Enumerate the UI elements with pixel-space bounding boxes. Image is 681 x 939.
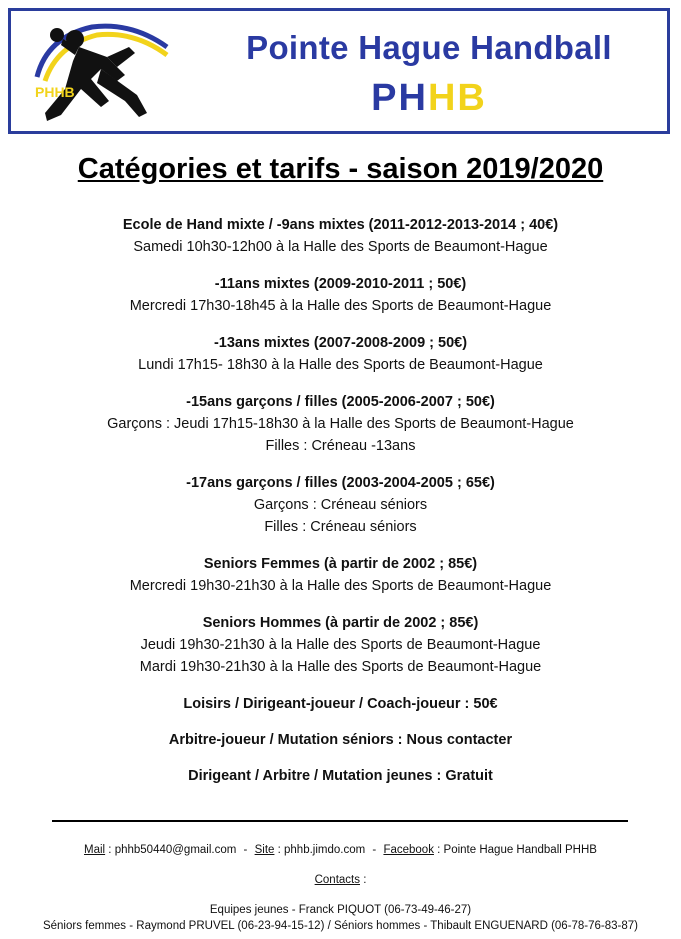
category-item [0, 553, 681, 597]
category-schedule: Filles : Créneau séniors [264, 519, 417, 535]
tariff-note: Loisirs / Dirigeant-joueur / Coach-joueur : 50€ [183, 696, 498, 712]
club-code-letter: P [371, 77, 399, 119]
category-title: Seniors Femmes (à partir de 2002 ; 85€) [203, 556, 478, 572]
tariff-note: Arbitre-joueur / Mutation séniors : Nous contacter [168, 732, 513, 748]
facebook-value[interactable]: : Pointe Hague Handball PHHB [433, 844, 597, 856]
category-title: Ecole de Hand mixte / -9ans mixtes (2011-2012-2013-2014 ; 40€) [122, 217, 559, 233]
category-item [0, 391, 681, 457]
footer-divider [52, 820, 628, 822]
category-schedule: Jeudi 19h30-21h30 à la Halle des Sports de Beaumont-Hague [140, 637, 541, 653]
category-item [0, 612, 681, 678]
logo-text: PHHB [35, 84, 75, 100]
footer-links-row [0, 842, 681, 858]
category-schedule: Lundi 17h15- 18h30 à la Halle des Sports de Beaumont-Hague [138, 357, 543, 373]
category-schedule: Mercredi 19h30-21h30 à la Halle des Sports de Beaumont-Hague [129, 578, 552, 594]
category-title: -13ans mixtes (2007-2008-2009 ; 50€) [213, 335, 468, 351]
category-title: -15ans garçons / filles (2005-2006-2007 ; 50€) [186, 394, 495, 410]
category-title: -17ans garçons / filles (2003-2004-2005 ; 65€) [186, 475, 495, 491]
tariff-note: Dirigeant / Arbitre / Mutation jeunes : Gratuit [188, 768, 493, 784]
category-item [0, 214, 681, 258]
category-item [0, 472, 681, 538]
contact-line: Séniors femmes - Raymond PRUVEL (06-23-94-15-12) / Séniors hommes - Thibault ENGUENARD (06-78-76-83-87) [42, 920, 639, 932]
site-label: Site [254, 844, 275, 856]
facebook-label: Facebook [383, 844, 434, 856]
category-schedule: Samedi 10h30-12h00 à la Halle des Sports de Beaumont-Hague [133, 239, 548, 255]
site-value[interactable]: : phhb.jimdo.com [274, 844, 366, 856]
category-schedule: Mercredi 17h30-18h45 à la Halle des Sports de Beaumont-Hague [129, 298, 552, 314]
page-title: Catégories et tarifs - saison 2019/2020 [77, 153, 604, 185]
footer-separator: - [372, 844, 377, 856]
contacts-heading [0, 872, 681, 888]
club-code [189, 77, 669, 120]
club-code-letter: H [398, 77, 428, 119]
footer [0, 842, 681, 934]
category-schedule: Filles : Créneau -13ans [265, 438, 416, 454]
mail-label: Mail [84, 844, 106, 856]
category-schedule: Mardi 19h30-21h30 à la Halle des Sports de Beaumont-Hague [139, 659, 542, 675]
category-schedule: Garçons : Jeudi 17h15-18h30 à la Halle des Sports de Beaumont-Hague [107, 416, 574, 432]
category-title: Seniors Hommes (à partir de 2002 ; 85€) [202, 615, 479, 631]
header-banner [8, 8, 670, 134]
footer-separator: - [243, 844, 248, 856]
category-item [0, 273, 681, 317]
category-item [0, 332, 681, 376]
categories-list [0, 214, 681, 801]
category-title: -11ans mixtes (2009-2010-2011 ; 50€) [214, 276, 467, 292]
handball-player-logo [17, 17, 177, 129]
category-schedule: Garçons : Créneau séniors [253, 497, 428, 513]
club-name: Pointe Hague Handball [246, 29, 612, 66]
contacts-label: Contacts [314, 874, 360, 886]
contact-line: Equipes jeunes - Franck PIQUOT (06-73-49-46-27) [209, 904, 472, 916]
club-code-letter: B [457, 77, 487, 119]
contacts-suffix: : [360, 874, 367, 886]
club-code-letter: H [427, 77, 458, 119]
mail-value[interactable]: : phhb50440@gmail.com [105, 844, 237, 856]
